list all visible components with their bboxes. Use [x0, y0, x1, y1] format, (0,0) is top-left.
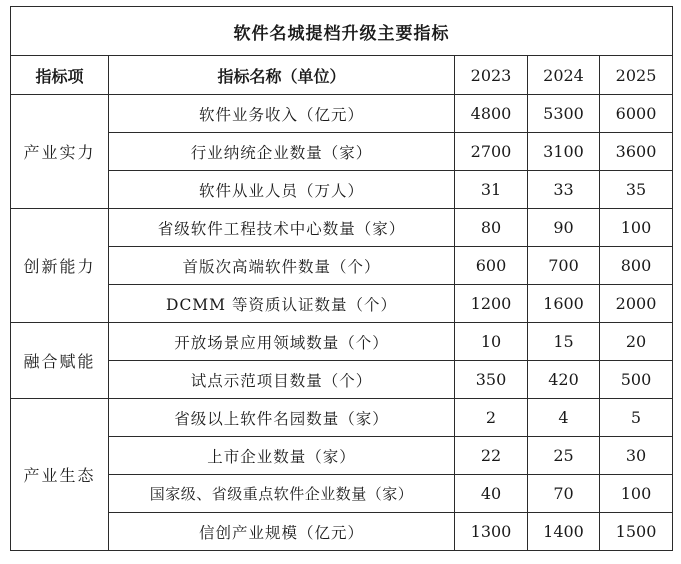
table-row: [11, 323, 673, 361]
value-cell: 700: [528, 247, 600, 285]
value-cell: 1500: [600, 513, 673, 551]
value-cell: 3600: [600, 133, 673, 171]
value-cell: 420: [528, 361, 600, 399]
table-row: [11, 513, 673, 551]
value-cell: 25: [528, 437, 600, 475]
indicator-name-cell: 试点示范项目数量（个）: [109, 361, 455, 399]
value-cell: 3100: [528, 133, 600, 171]
value-cell: 6000: [600, 95, 673, 133]
header-year: 2024: [528, 56, 600, 95]
header-category: 指标项: [11, 56, 109, 95]
value-cell: 5300: [528, 95, 600, 133]
indicator-name-cell: 上市企业数量（家）: [109, 437, 455, 475]
value-cell: 2: [455, 399, 528, 437]
value-cell: 70: [528, 475, 600, 513]
table-row: [11, 475, 673, 513]
value-cell: 1600: [528, 285, 600, 323]
value-cell: 35: [600, 171, 673, 209]
value-cell: 10: [455, 323, 528, 361]
value-cell: 2000: [600, 285, 673, 323]
value-cell: 350: [455, 361, 528, 399]
table-row: [11, 133, 673, 171]
value-cell: 4: [528, 399, 600, 437]
header-indicator-name: 指标名称（单位）: [109, 56, 455, 95]
header-year: 2025: [600, 56, 673, 95]
value-cell: 1300: [455, 513, 528, 551]
value-cell: 100: [600, 475, 673, 513]
value-cell: 31: [455, 171, 528, 209]
value-cell: 40: [455, 475, 528, 513]
value-cell: 33: [528, 171, 600, 209]
value-cell: 30: [600, 437, 673, 475]
category-cell: 创新能力: [11, 209, 109, 323]
value-cell: 1200: [455, 285, 528, 323]
table-row: [11, 399, 673, 437]
indicator-name-cell: 首版次高端软件数量（个）: [109, 247, 455, 285]
value-cell: 500: [600, 361, 673, 399]
indicator-name-cell: 国家级、省级重点软件企业数量（家）: [109, 475, 455, 513]
table-row: [11, 285, 673, 323]
indicator-table-container: [10, 6, 672, 551]
indicator-name-cell: 软件从业人员（万人）: [109, 171, 455, 209]
table-row: [11, 95, 673, 133]
category-cell: 融合赋能: [11, 323, 109, 399]
table-body: [11, 95, 673, 551]
value-cell: 4800: [455, 95, 528, 133]
indicator-name-cell: 省级以上软件名园数量（家）: [109, 399, 455, 437]
category-cell: 产业实力: [11, 95, 109, 209]
table-row: [11, 247, 673, 285]
value-cell: 90: [528, 209, 600, 247]
indicator-name-cell: DCMM 等资质认证数量（个）: [109, 285, 455, 323]
value-cell: 22: [455, 437, 528, 475]
category-cell: 产业生态: [11, 399, 109, 551]
table-title: 软件名城提档升级主要指标: [11, 7, 673, 56]
indicator-name-cell: 省级软件工程技术中心数量（家）: [109, 209, 455, 247]
value-cell: 800: [600, 247, 673, 285]
indicator-name-cell: 开放场景应用领域数量（个）: [109, 323, 455, 361]
value-cell: 20: [600, 323, 673, 361]
table-row: [11, 171, 673, 209]
indicator-name-cell: 信创产业规模（亿元）: [109, 513, 455, 551]
table-row: [11, 361, 673, 399]
value-cell: 80: [455, 209, 528, 247]
indicator-name-cell: 软件业务收入（亿元）: [109, 95, 455, 133]
indicator-table: [10, 6, 673, 551]
value-cell: 600: [455, 247, 528, 285]
value-cell: 15: [528, 323, 600, 361]
header-row: [11, 56, 673, 95]
indicator-name-cell: 行业纳统企业数量（家）: [109, 133, 455, 171]
table-row: [11, 437, 673, 475]
table-row: [11, 209, 673, 247]
value-cell: 100: [600, 209, 673, 247]
value-cell: 2700: [455, 133, 528, 171]
value-cell: 5: [600, 399, 673, 437]
header-year: 2023: [455, 56, 528, 95]
value-cell: 1400: [528, 513, 600, 551]
